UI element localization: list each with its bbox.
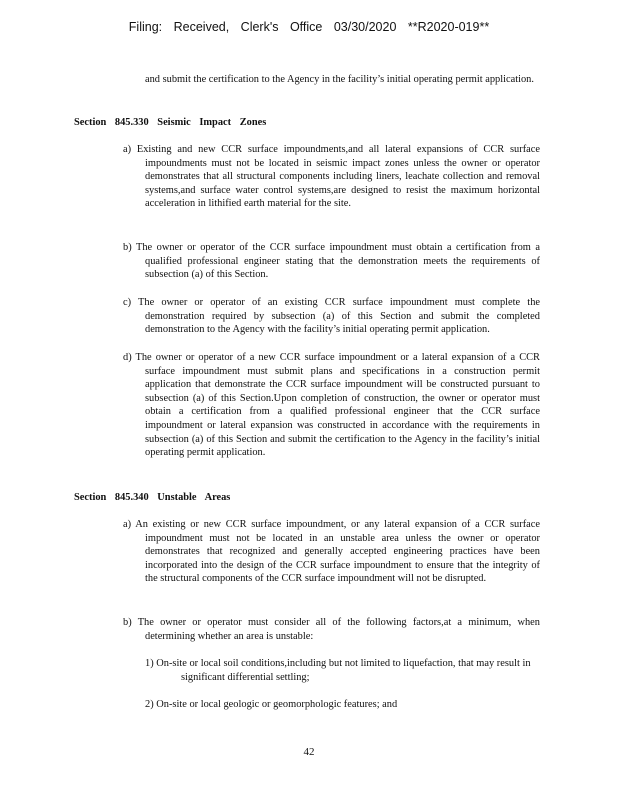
section-330-item-b-text: b) The owner or operator of the CCR surface impoundment must obtain a certification from a qualified professional engineer stating that the demonstration meets the requirements of subsection (a) of this Section.	[123, 242, 540, 281]
section-340-item-a	[110, 518, 540, 586]
section-330-item-c-text: c) The owner or operator of an existing CCR surface impoundment must complete the demonstration required by subsection (a) of this Section and submit the completed demonstration to the Agency with the facility’s initial operating permit application.	[123, 297, 540, 336]
section-330-item-a-text: a) Existing and new CCR surface impoundments,and all lateral expansions of CCR surface impoundments must not be located in seismic impact zones unless the owner or operator demonstrates that all structural components including liners, leachate collection and removal systems,and surface water control systems,are designed to resist the maximum horizontal acceleration in lithified earth material for the site.	[123, 144, 540, 210]
intro-continuation: and submit the certification to the Agency in the facility’s initial operating permit application.	[145, 74, 534, 85]
section-330-item-d	[110, 351, 540, 460]
section-340-item-b-1	[145, 657, 545, 684]
section-845-330-heading: Section 845.330 Seismic Impact Zones	[74, 117, 267, 128]
section-845-340-heading: Section 845.340 Unstable Areas	[74, 492, 231, 503]
section-340-item-b-text: b) The owner or operator must consider all of the following factors,at a minimum, when determining whether an area is unstable:	[123, 617, 540, 642]
section-340-item-b-2	[145, 698, 545, 712]
section-340-item-a-text: a) An existing or new CCR surface impoundment, or any lateral expansion of a CCR surface impoundment must not be located in an unstable area unless the owner or operator demonstrates that recognized and generally accepted engineering practices have been incorporated into the design of the CCR surface impoundment to ensure that the integrity of the structural components of the CCR surface impoundment will not be disrupted.	[123, 519, 540, 585]
section-330-item-d-text: d) The owner or operator of a new CCR surface impoundment or a lateral expansion of a CCR surface impoundment must submit plans and specifications in a construction permit application that demonstrate the CCR surface impoundment will be constructed pursuant to subsection (a) of this Section.Upon completion of construction, the owner or operator must obtain a certification from a qualified professional engineer that the CCR surface impoundment or lateral expansion was constructed in accordance with the requirements in subsection (a) of this Section and submit the certification to the Agency in the facility’s initial operating permit application.	[123, 352, 540, 459]
section-330-item-a	[110, 143, 540, 211]
filing-header: Filing: Received, Clerk's Office 03/30/2020 **R2020-019**	[128, 20, 490, 34]
section-330-item-c	[110, 296, 540, 337]
section-340-item-b	[110, 616, 540, 643]
section-340-item-b-1-text: 1) On-site or local soil conditions,including but not limited to liquefaction, that may result in significant differential settling;	[145, 658, 531, 683]
section-330-item-b	[110, 241, 540, 282]
page-number: 42	[303, 746, 315, 758]
section-340-item-b-2-text: 2) On-site or local geologic or geomorphologic features; and	[145, 699, 398, 710]
